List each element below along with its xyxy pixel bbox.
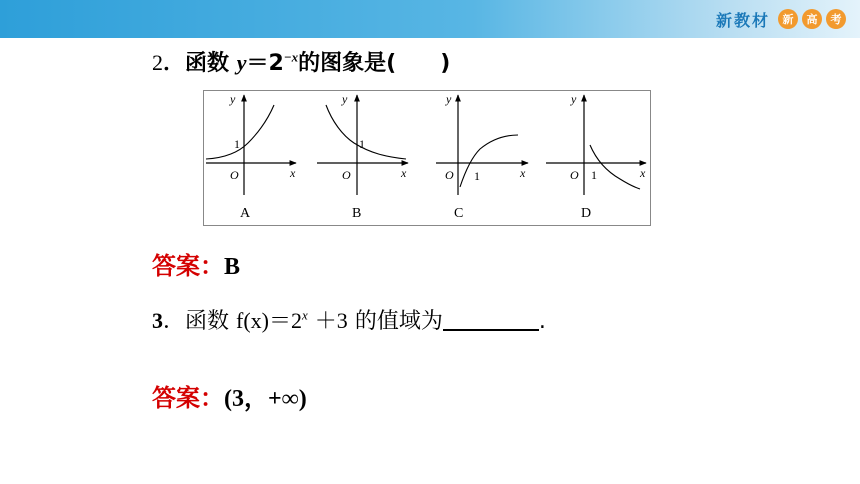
graph-a-ylabel: y: [230, 92, 236, 106]
graph-d-xlabel: x: [640, 166, 646, 180]
answer-2: [152, 246, 240, 281]
question-suffix: 的图象是(: [298, 51, 397, 76]
graph-b-ylabel: y: [342, 92, 348, 106]
expr-y: y: [236, 50, 247, 75]
paren-close: ): [440, 51, 451, 76]
question-end: .: [538, 309, 546, 334]
graph-options-figure: [203, 90, 651, 226]
graph-d-tick: 1: [591, 168, 597, 182]
graph-d: [546, 92, 646, 221]
header-bar: [0, 0, 860, 38]
question-sep: ．: [163, 51, 186, 76]
badge-gao: 高: [802, 9, 822, 29]
question-sep: ．: [163, 309, 186, 334]
graph-c-ylabel: y: [446, 92, 452, 106]
expr-eq: ＝2: [246, 51, 284, 76]
brand-text: 新教材: [715, 10, 770, 30]
badge-kao: 考: [826, 9, 846, 29]
question-number: 2: [152, 50, 163, 75]
graph-c: [436, 92, 528, 221]
answer-label: 答案：: [152, 252, 224, 280]
graph-options-svg: [204, 91, 650, 225]
answer-value: B: [224, 254, 241, 280]
graph-a-xlabel: x: [290, 166, 296, 180]
expr-exponent: x: [302, 307, 308, 323]
graph-d-origin: O: [570, 168, 579, 182]
question-number: 3: [152, 308, 163, 333]
question-3: [152, 304, 546, 335]
graph-b-origin: O: [342, 168, 351, 182]
graph-b-xlabel: x: [401, 166, 407, 180]
expr-base: 2: [291, 308, 303, 333]
brand-logo: [716, 6, 846, 32]
graph-a-origin: O: [230, 168, 239, 182]
graph-c-xlabel: x: [520, 166, 526, 180]
graph-a: [206, 92, 296, 221]
expr-plus: ＋3: [314, 308, 348, 333]
graph-c-tick: 1: [474, 169, 480, 183]
graph-c-letter: C: [454, 206, 464, 221]
question-2: [152, 46, 450, 77]
expr-exponent: −x: [283, 49, 299, 65]
graph-b-letter: B: [352, 206, 362, 221]
question-prefix: 函数: [185, 309, 230, 334]
graph-d-ylabel: y: [571, 92, 577, 106]
expr-fx: f(x)＝: [236, 308, 292, 333]
graph-c-origin: O: [445, 168, 454, 182]
graph-d-letter: D: [581, 206, 592, 221]
graph-a-letter: A: [240, 206, 251, 221]
graph-b: [317, 92, 408, 221]
graph-b-tick: 1: [359, 137, 365, 151]
question-suffix: 的值域为: [354, 309, 443, 334]
answer-blank: [443, 311, 539, 331]
graph-a-tick: 1: [234, 137, 240, 151]
answer-label: 答案：: [152, 384, 224, 412]
answer-value: (3，+∞): [224, 386, 307, 412]
answer-3: [152, 378, 307, 413]
badge-xin: 新: [778, 9, 798, 29]
question-prefix: 函数: [185, 51, 230, 76]
